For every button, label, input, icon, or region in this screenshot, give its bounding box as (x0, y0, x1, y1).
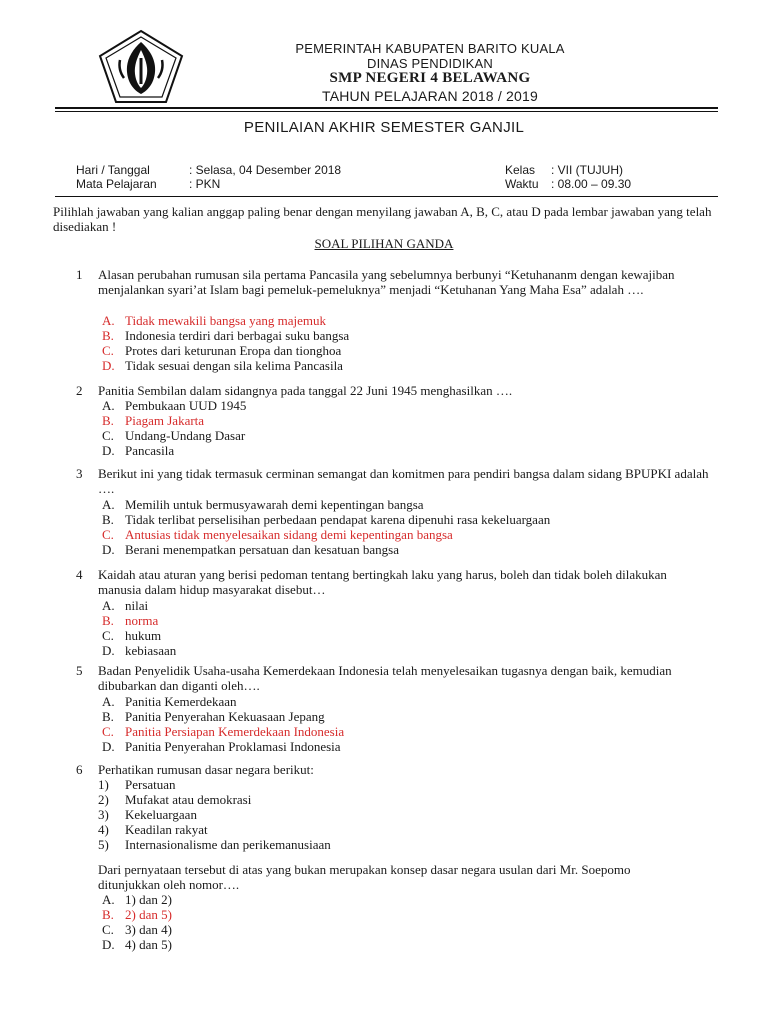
header-government: PEMERINTAH KABUPATEN BARITO KUALA (295, 41, 565, 56)
statement-2: 2) Mufakat atau demokrasi (98, 792, 252, 807)
question-number: 6 (76, 762, 83, 777)
header-divider (55, 107, 718, 109)
question-number: 4 (76, 567, 83, 582)
page-title: PENILAIAN AKHIR SEMESTER GANJIL (243, 119, 525, 136)
question-5 (0, 663, 768, 758)
subject-value: : PKN (189, 177, 221, 191)
question-text: Alasan perubahan rumusan sila pertama Pancasila yang sebelumnya berbunyi “Ketuhananm dengan kewajiban menjalankan syari’at Islam bagi pemeluk-pemeluknya” menjadi “Ketuhanan Yang Maha Esa” adalah …. (98, 267, 675, 297)
option-a: A. Tidak mewakili bangsa yang majemuk (102, 313, 326, 328)
question-text: Perhatikan rumusan dasar negara berikut: (98, 762, 314, 777)
day-label: Hari / Tanggal (76, 163, 150, 177)
option-b: B. 2) dan 5) (102, 907, 172, 922)
statement-3: 3) Kekeluargaan (98, 807, 197, 822)
option-c: C. Antusias tidak menyelesaikan sidang demi kepentingan bangsa (102, 527, 453, 542)
day-value: : Selasa, 04 Desember 2018 (189, 163, 342, 177)
option-d: D. Panitia Penyerahan Proklamasi Indonesia (102, 739, 341, 754)
section-title: SOAL PILIHAN GANDA (314, 236, 454, 251)
header-department: DINAS PENDIDIKAN (366, 56, 493, 71)
option-b: B. Indonesia terdiri dari berbagai suku bangsa (102, 328, 350, 343)
question-text-2: Dari pernyataan tersebut di atas yang bukan merupakan konsep dasar negara usulan dari Mr. Soepomo ditunjukkan oleh nomor…. (98, 862, 631, 892)
option-a: A. nilai (102, 598, 149, 613)
subject-label: Mata Pelajaran (76, 177, 157, 191)
option-b: B. Panitia Penyerahan Kekuasaan Jepang (102, 709, 325, 724)
question-6 (0, 762, 768, 962)
question-text: Panitia Sembilan dalam sidangnya pada tanggal 22 Juni 1945 menghasilkan …. (98, 383, 513, 398)
question-1 (0, 267, 768, 377)
option-c: C. Protes dari keturunan Eropa dan tionghoa (102, 343, 342, 358)
question-3 (0, 466, 768, 561)
class-value: : VII (TUJUH) (551, 163, 623, 177)
question-number: 5 (76, 663, 83, 678)
statement-1: 1) Persatuan (98, 777, 176, 792)
instructions: Pilihlah jawaban yang kalian anggap paling benar dengan menyilang jawaban A, B, C, atau D pada lembar jawaban yang telah disediakan ! (53, 204, 712, 234)
option-c: C. Panitia Persiapan Kemerdekaan Indonesia (102, 724, 345, 739)
option-d: D. kebiasaan (102, 643, 177, 658)
option-d: D. Berani menempatkan persatuan dan kesatuan bangsa (102, 542, 399, 557)
option-c: C. Undang-Undang Dasar (102, 428, 246, 443)
class-label: Kelas (505, 163, 536, 177)
option-d: D. 4) dan 5) (102, 937, 172, 952)
option-d: D. Pancasila (102, 443, 175, 458)
option-b: B. Piagam Jakarta (102, 413, 205, 428)
question-text: Berikut ini yang tidak termasuk cerminan semangat dan komitmen para pendiri bangsa dalam sidang BPUPKI adalah …. (98, 466, 709, 496)
question-number: 2 (76, 383, 83, 398)
header-school: SMP NEGERI 4 BELAWANG (329, 70, 531, 86)
question-4 (0, 567, 768, 662)
question-2 (0, 383, 768, 463)
option-a: A. 1) dan 2) (102, 892, 172, 907)
header-divider-thin (55, 111, 718, 112)
option-b: B. norma (102, 613, 159, 628)
option-b: B. Tidak terlibat perselisihan perbedaan pendapat karena dipenuhi rasa kekeluargaan (102, 512, 551, 527)
exam-info (76, 163, 716, 193)
statement-5: 5) Internasionalisme dan perikemanusiaan (98, 837, 331, 852)
statement-4: 4) Keadilan rakyat (98, 822, 208, 837)
question-text: Kaidah atau aturan yang berisi pedoman tentang bertingkah laku yang harus, boleh dan tidak boleh dilakukan manusia dalam hidup masyarakat disebut… (98, 567, 667, 597)
time-label: Waktu (505, 177, 539, 191)
question-number: 3 (76, 466, 83, 481)
option-d: D. Tidak sesuai dengan sila kelima Pancasila (102, 358, 343, 373)
question-text: Badan Penyelidik Usaha-usaha Kemerdekaan Indonesia telah menyelesaikan tugasnya dengan baik, kemudian dibubarkan dan diganti oleh…. (98, 663, 672, 693)
time-value: : 08.00 – 09.30 (551, 177, 632, 191)
header-year: TAHUN PELAJARAN 2018 / 2019 (321, 88, 538, 104)
option-a: A. Memilih untuk bermusyawarah demi kepentingan bangsa (102, 497, 424, 512)
option-c: C. 3) dan 4) (102, 922, 172, 937)
info-divider (55, 196, 718, 197)
option-a: A. Pembukaan UUD 1945 (102, 398, 247, 413)
question-number: 1 (76, 267, 83, 282)
option-c: C. hukum (102, 628, 162, 643)
option-a: A. Panitia Kemerdekaan (102, 694, 237, 709)
